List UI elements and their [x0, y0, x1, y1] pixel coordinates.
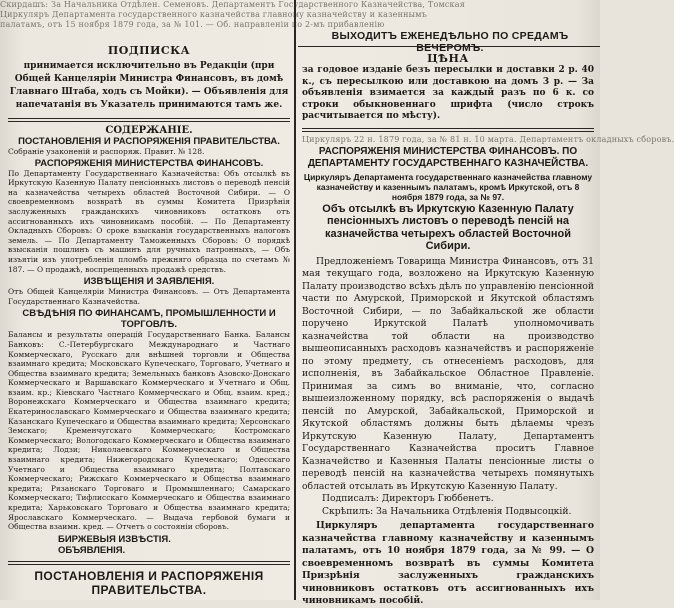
decrees-summary: Собраніе узаконеній и распоряж. Правит. № 128. — [8, 147, 205, 156]
section-exchange: БИРЖЕВЫЯ ИЗВѢСТІЯ. — [58, 533, 171, 545]
rule-double — [8, 118, 290, 122]
contents-heading: СОДЕРЖАНІЕ. — [105, 125, 193, 136]
section-finance: СВѢДѢНІЯ ПО ФИНАНСАМЪ, ПРОМЫШЛЕННОСТИ И ТОРГОВЛѢ. — [22, 308, 276, 331]
price-text: за годовое изданіе безъ пересылки и доставки 2 р. 40 к., съ пересылкою или доставкою на домъ 3 р. — За объявленія взимается за каждый разъ по 6 к. со строки обыкновеннаго шрифта (число строкъ расчитывается по мѣсту). — [302, 65, 594, 121]
circular-heading: Циркуляръ Департамента государственнаго казначейства главному казначейству и казеннымъ палатамъ, кромѣ Иркутской, отъ 8 ноября 1879 года, за № 97. — [303, 171, 593, 202]
signature-2: Скрѣпилъ: За Начальника Отдѣленія Подвысоцкій. — [322, 505, 572, 517]
left-column — [8, 44, 290, 597]
rule-double-r — [302, 128, 594, 132]
price-heading: ЦѢНА — [427, 52, 469, 65]
rule-double-2 — [8, 561, 290, 565]
second-circular: Циркуляръ департамента государственнаго казначейства главному казначейству и казеннымъ палатамъ, отъ 10 ноября 1879 года, за № 99. — О своевременномъ возвратѣ въ суммы Комитета Призрѣнія заслуженныхъ гражданскихъ чиновниковъ остатковъ отъ ассигнованныхъ ихъ чиновникамъ пособій. — [302, 520, 594, 606]
notices-summary: Отъ Общей Канцеляріи Министра Финансовъ. — Отъ Департамента Государственнаго Казначейства. — [8, 287, 290, 306]
masthead-rule — [298, 46, 600, 47]
bleed-line-3: палатамъ, отъ 15 ноября 1879 года, за № 101. — Об. направленіи по 2-мъ прибавленію — [0, 20, 385, 29]
section-decrees: ПОСТАНОВЛЕНІЯ И РАСПОРЯЖЕНІЯ ПРАВИТЕЛЬСТВА. — [18, 136, 280, 147]
section-ministry: РАСПОРЯЖЕНІЯ МИНИСТЕРСТВА ФИНАНСОВЪ. — [34, 157, 264, 169]
bleed-mid: Циркуляръ 22 н. 1879 года, за № 81 н. 10 марта. Департаментъ окладныхъ сборовъ. — [302, 134, 674, 144]
ministry-section-title: РАСПОРЯЖЕНІЯ МИНИСТЕРСТВА ФИНАНСОВЪ. ПО ДЕПАРТАМЕНТУ ГОСУДАРСТВЕННАГО КАЗНАЧЕЙСТВА. — [307, 145, 589, 169]
bleed-line-1: Скирдашъ: За Начальника Отдѣлен. Семеновъ. Департаментъ Государственного Казначейства, Томская — [0, 0, 465, 9]
circular-subject: Объ отсылкѣ въ Иркутскую Казенную Палату пенсіонныхъ листовъ о переводѣ пенсій на казначейства четырехъ областей Восточной Сибири. — [322, 202, 574, 252]
section-notices: ИЗВѢЩЕНІЯ И ЗАЯВЛЕНІЯ. — [83, 276, 215, 288]
bleed-line-2: Циркуляръ Департамента государственного казначейства главному казначейству и казеннымъ — [0, 10, 427, 19]
subscription-heading: ПОДПИСКА — [107, 44, 191, 57]
circular-body: Предложеніемъ Товарища Министра Финансовъ, отъ 31 мая текущаго года, возложено на Иркутскую Казенную Палату производство всѣхъ дѣлъ по управленію пенсіонной части по Амурской, Приморской и Якутской областямъ Восточной Сибири, — по Забайкальской же области поручено Иркутской Палатѣ уполномочивать казначейства той области на производство вышеописанныхъ расходовъ казначействъ и распоряженіе по этому предмету, съ отнесеніемъ расходовъ, для исполненія, въ Забайкальское Областное Правленіе. Принимая за симъ во вниманіе, что, согласно вышеизложенному порядку, всѣ распоряженія о выдачѣ пенсій по Амурской, Забайкальской, Приморской и Якутской областямъ должны быть дѣлаемы чрезъ Иркутскую Казенную Палату, Департаментъ Государственнаго Казначейства проситъ Главное Казначейство и Казенныя Палаты пенсіонные листы о переводѣ пенсій на казначейства четырехъ помянутыхъ областей отсылать въ Иркутскую Казенную Палату. — [302, 255, 594, 492]
section-ads: ОБЪЯВЛЕНІЯ. — [58, 544, 126, 556]
signature-1: Подписалъ: Директоръ Гюббенетъ. — [322, 493, 494, 504]
subscription-text: принимается исключительно въ Редакціи (при Общей Канцеляріи Министра Финансовъ, въ домѣ Главнаго Штаба, ходъ съ Мойки). — Объявленія для напечатанія въ Указатель принимаются тамъ же. — [9, 61, 289, 110]
right-column — [302, 52, 674, 608]
ministry-summary: По Департаменту Государственнаго Казначейства: Объ отсылкѣ въ Иркутскую Казенную Палату пенсіонныхъ листовъ о переводѣ пенсій на казначейства четырехъ областей Восточной Сибири. — О своевременномъ возвратѣ въ суммы Комитета Призрѣнія заслуженныхъ гражданскихъ чиновниковъ остатковъ отъ ассигнованныхъ ихъ чиновникамъ пособій. — По Департаменту Окладныхъ Сборовъ: О сроке взысканія государственныхъ налоговъ земель. — По Департаменту Таможенныхъ Сборовъ: О порядкѣ взысканія пошлинъ съ машинъ для ручныхъ патронныхъ, — Объ изъятіи изъ употребленія пломбъ прежняго образца по счетамъ № 187. — О продажѣ, воспрещенныхъ продажѣ средствъ. — [8, 168, 290, 274]
column-divider — [294, 0, 296, 600]
publication-frequency: ВЫХОДИТЪ ЕЖЕНЕДѢЛЬНО ПО СРЕДАМЪ ВЕЧЕРОМЪ. — [331, 30, 569, 54]
bottom-section-title: ПОСТАНОВЛЕНІЯ И РАСПОРЯЖЕНІЯ ПРАВИТЕЛЬСТВА. — [34, 568, 264, 597]
finance-summary: Балансы и результаты операцій Государственнаго Банка. Балансы Банковъ: С.-Петербургскаго Международнаго и Частнаго Коммерческаго, Русскаго для внѣшней торговли и Общества взаимнаго кредита; Московскаго Купеческаго, Торговаго, Учетнаго и Общества взаимнаго кредита; Земельныхъ банковъ Азовско-Донскаго Коммерческаго и Варшавскаго Коммерческаго и Учетнаго и Общ. взаим. кр.; Кіевскаго Частнаго Коммерческаго и Общ. взаим. кред.; Воронежскаго Коммерческаго и Общества взаимнаго кредита; Екатеринославскаго Коммерческаго и Общества взаимнаго кредита; Казанскаго Купеческаго и Общества взаимнаго кредита; Херсонскаго Земскаго; Кременчугскаго Коммерческаго; Костромскаго Коммерческаго; Вологодскаго Коммерческаго и Общества взаимнаго кредита; Лодзи; Николаевскаго Коммерческаго и Общества взаимнаго кредита; Нижегородскаго Купеческаго; Одесскаго Учетнаго и Общества взаимнаго кредита; Полтавскаго Коммерческаго; Рижскаго Коммерческаго и Общества взаимнаго кредита; Рязанскаго Торговаго и Промышленнаго; Самарскаго Коммерческаго; Тифлисскаго Коммерческаго и Общества взаимнаго кредита; Харьковскаго Торговаго и Общества взаимнаго кредита; Ярославскаго Коммерческаго. — Выдача гербовой бумаги и Общества взаимн. кред. — Отчетъ о состояніи сборовъ. — [8, 330, 290, 532]
